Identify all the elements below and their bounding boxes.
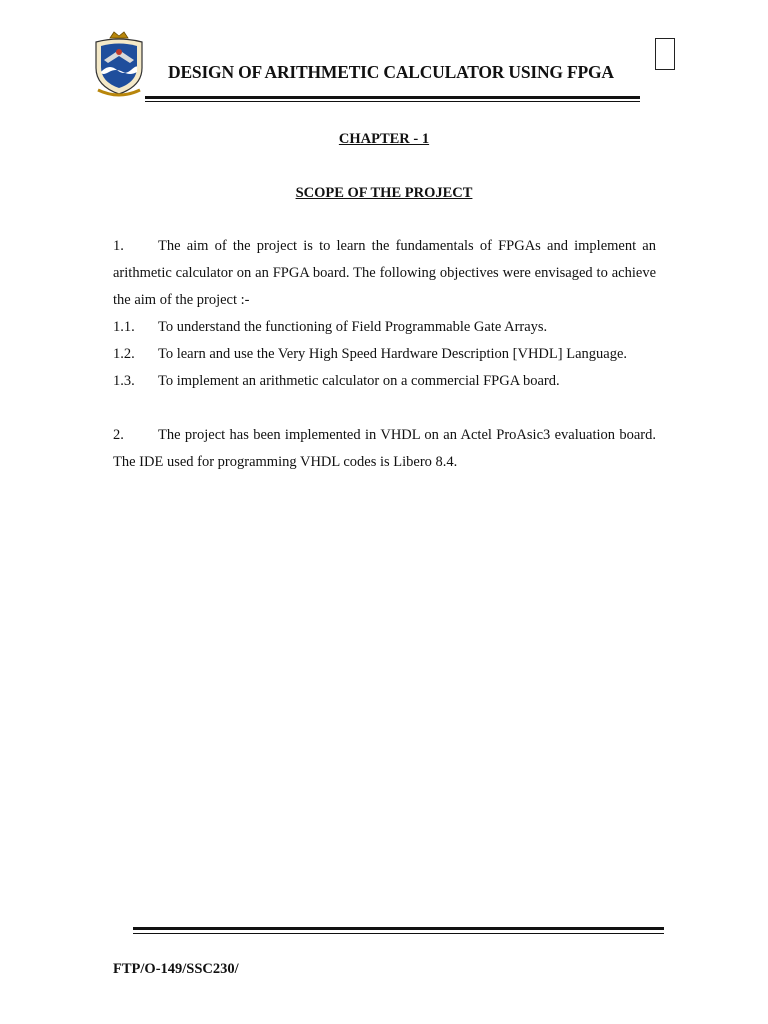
header-rule-thin — [145, 101, 640, 102]
section-1 — [113, 233, 656, 395]
list-item — [113, 368, 656, 395]
paragraph-2 — [113, 422, 656, 476]
item-number: 1.2. — [113, 346, 135, 362]
chapter-heading: CHAPTER - 1 — [338, 131, 430, 147]
document-code: FTP/O-149/SSC230/ — [113, 961, 239, 977]
paragraph-text: The aim of the project is to learn the fundamentals of FPGAs and implement an arithmetic calculator on an FPGA board. The following objectives were envisaged to achieve the aim of the project :- — [113, 238, 656, 308]
document-title: DESIGN OF ARITHMETIC CALCULATOR USING FPGA — [168, 62, 614, 82]
paragraph-text: The project has been implemented in VHDL on an Actel ProAsic3 evaluation board. The IDE used for programming VHDL codes is Libero 8.4. — [113, 427, 656, 470]
section-2 — [113, 422, 656, 476]
item-number: 1.3. — [113, 373, 135, 389]
list-item — [113, 341, 656, 368]
list-item — [113, 314, 656, 341]
naval-crest-logo — [90, 30, 148, 98]
paragraph-number: 2. — [113, 427, 124, 443]
paragraph-1 — [113, 233, 656, 314]
item-number: 1.1. — [113, 319, 135, 335]
item-text: To understand the functioning of Field Programmable Gate Arrays. — [158, 319, 548, 335]
page-number-box — [655, 38, 675, 70]
footer-rule-thin — [133, 933, 664, 934]
item-text: To implement an arithmetic calculator on a commercial FPGA board. — [158, 373, 560, 389]
footer-rule — [133, 927, 664, 930]
item-text: To learn and use the Very High Speed Hardware Description [VHDL] Language. — [158, 346, 628, 362]
section-heading: SCOPE OF THE PROJECT — [295, 185, 473, 201]
paragraph-number: 1. — [113, 238, 124, 254]
header-rule — [145, 96, 640, 99]
